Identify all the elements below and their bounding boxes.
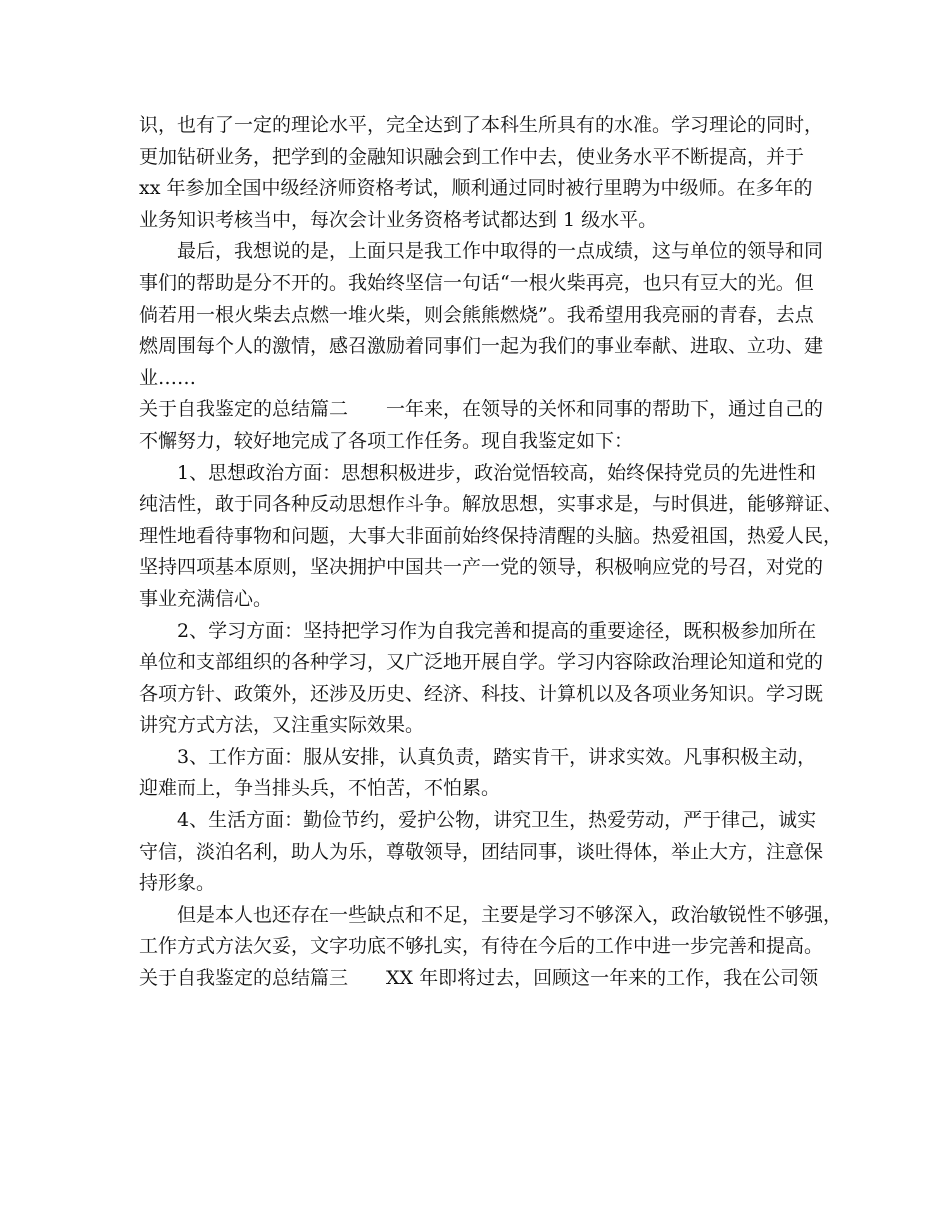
text-line (139, 679, 829, 711)
text-line (139, 900, 843, 932)
text-line (139, 173, 829, 205)
line-text: 识，也有了一定的理论水平，完全达到了本科生所具有的水准。学习理论的同时， (139, 114, 824, 136)
text-line (139, 458, 829, 490)
line-text: 更加钻研业务，把学到的金融知识融会到工作中去，使业务水平不断提高，并于 (139, 145, 805, 168)
text-line (139, 363, 829, 395)
line-text: 2、学习方面：坚持把学习作为自我完善和提高的重要途径，既积极参加所在 (177, 619, 817, 642)
line-text: 持形象。 (139, 872, 216, 895)
line-text: 1、思想政治方面：思想积极进步，政治觉悟较高，始终保持党员的先进性和 (177, 461, 817, 484)
line-text: 但是本人也还存在一些缺点和不足，主要是学习不够深入，政治敏锐性不够强， (177, 903, 843, 926)
text-line (139, 521, 843, 553)
text-line (139, 110, 829, 142)
text-line (139, 489, 843, 521)
text-line (139, 331, 829, 363)
text-line (139, 868, 829, 900)
line-text: 事业充满信心。 (139, 587, 273, 610)
line-text: 守信，淡泊名利，助人为乐，尊敬领导，团结同事，谈吐得体，举止大方，注意保 (139, 840, 824, 863)
line-text: 理性地看待事物和问题，大事大非面前始终保持清醒的头脑。热爱祖国，热爱人民， (139, 524, 843, 547)
text-line (139, 616, 829, 648)
text-line (139, 837, 829, 869)
line-text: 燃周围每个人的激情，感召激励着同事们一起为我们的事业奉献、进取、立功、建 (139, 335, 824, 358)
line-text: 不懈努力，较好地完成了各项工作任务。现自我鉴定如下： (139, 429, 634, 452)
line-text: 一年来，在领导的关怀和同事的帮助下，通过自己的 (386, 398, 824, 421)
line-text: XX 年即将过去，回顾这一年来的工作，我在公司领 (386, 967, 819, 990)
text-line (139, 647, 829, 679)
line-text: 迎难而上，争当排头兵，不怕苦，不怕累。 (139, 777, 501, 800)
text-line (139, 268, 829, 300)
text-line (139, 300, 829, 332)
text-line (139, 142, 829, 174)
section-heading-line (139, 394, 829, 426)
line-text: 业…… (139, 366, 197, 389)
text-line (139, 742, 829, 774)
line-text: 事们的帮助是分不开的。我始终坚信一句话“一根火柴再亮，也只有豆大的光。但 (139, 271, 814, 294)
line-text: 最后，我想说的是，上面只是我工作中取得的一点成绩，这与单位的领导和同 (177, 240, 824, 263)
text-line (139, 426, 829, 458)
line-text: 坚持四项基本原则，坚决拥护中国共一产一党的领导，积极响应党的号召，对党的 (139, 556, 824, 579)
section-title: 关于自我鉴定的总结篇二 (139, 398, 349, 421)
line-text: 讲究方式方法，又注重实际效果。 (139, 714, 425, 737)
text-line (139, 710, 829, 742)
line-text: 纯洁性，敢于同各种反动思想作斗争。解放思想，实事求是，与时俱进，能够辩证、 (139, 493, 843, 516)
line-text: xx 年参加全国中级经济师资格考试，顺利通过同时被行里聘为中级师。在多年的 (139, 177, 813, 200)
line-text: 3、工作方面：服从安排，认真负责，踏实肯干，讲求实效。凡事积极主动， (177, 745, 817, 768)
line-text: 工作方式方法欠妥，文字功底不够扎实，有待在今后的工作中进一步完善和提高。 (139, 935, 824, 958)
text-line (139, 205, 829, 237)
text-line (139, 552, 829, 584)
section-title: 关于自我鉴定的总结篇三 (139, 967, 349, 990)
document-body (139, 110, 843, 995)
line-text: 业务知识考核当中，每次会计业务资格考试都达到 1 级水平。 (139, 208, 658, 231)
line-text: 4、生活方面：勤俭节约，爱护公物，讲究卫生，热爱劳动，严于律己，诚实 (177, 809, 817, 832)
text-line (139, 773, 829, 805)
section-heading-line (139, 963, 829, 995)
line-text: 单位和支部组织的各种学习，又广泛地开展自学。学习内容除政治理论知道和党的 (139, 651, 824, 674)
text-line (139, 931, 829, 963)
line-text: 倘若用一根火柴去点燃一堆火柴，则会熊熊燃烧”。我希望用我亮丽的青春，去点 (139, 303, 814, 326)
text-line (139, 584, 829, 616)
text-line (139, 236, 829, 268)
line-text: 各项方针、政策外，还涉及历史、经济、科技、计算机以及各项业务知识。学习既 (139, 682, 824, 705)
text-line (139, 805, 829, 837)
